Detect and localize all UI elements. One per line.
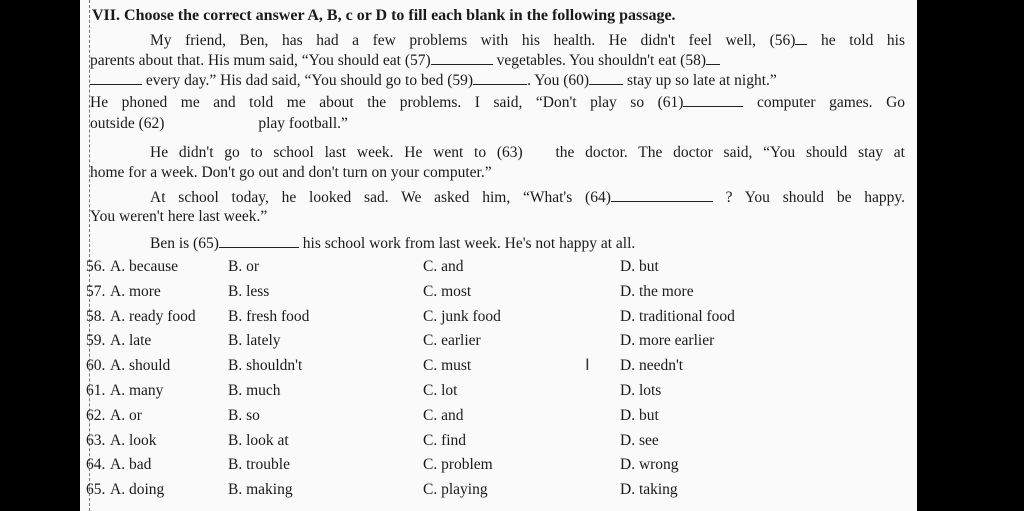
option-c[interactable]: C. must <box>423 357 472 375</box>
option-d[interactable]: D. lots <box>620 382 662 399</box>
option-d[interactable]: D. more earlier <box>620 332 715 350</box>
question-number: 56. <box>86 258 106 275</box>
blank-56[interactable] <box>795 30 807 45</box>
blank-65[interactable] <box>219 233 299 248</box>
option-a[interactable]: A. or <box>110 406 142 424</box>
passage-line: every day.” His dad said, “You should go to bed (59) . You (60) stay up so late at night.” <box>90 70 905 91</box>
blank-62[interactable] <box>164 114 254 128</box>
option-c[interactable]: C. most <box>423 282 472 300</box>
option-a[interactable]: A. doing <box>110 481 165 499</box>
option-b[interactable]: B. fresh food <box>228 307 310 325</box>
worksheet-page <box>80 0 917 511</box>
exercise-title: VII. Choose the correct answer A, B, c or D to fill each blank in the following passage. <box>92 7 676 24</box>
question-number: 59. <box>86 332 106 350</box>
passage-line: parents about that. His mum said, “You should eat (57) vegetables. You shouldn't eat (58) <box>90 50 905 71</box>
option-b[interactable]: B. lately <box>228 332 281 350</box>
blank-64[interactable] <box>611 187 713 202</box>
question-number: 58. <box>86 307 106 325</box>
option-a[interactable]: A. should <box>110 357 171 375</box>
option-d[interactable]: D. traditional food <box>620 307 735 325</box>
question-number: 65. <box>86 481 106 499</box>
option-a[interactable]: A. ready food <box>110 307 196 325</box>
blank-63[interactable] <box>523 143 545 157</box>
option-c[interactable]: C. playing <box>423 481 488 499</box>
option-d[interactable]: D. but <box>620 258 659 275</box>
option-c[interactable]: C. and <box>423 406 464 424</box>
option-b[interactable]: B. shouldn't <box>228 357 303 375</box>
option-a[interactable]: A. because <box>110 258 178 275</box>
passage-line: He phoned me and told me about the problems. I said, “Don't play so (61) computer games. Go <box>90 94 906 111</box>
option-b[interactable]: B. much <box>228 382 281 399</box>
passage-line: Ben is (65) his school work from last week. He's not happy at all. <box>150 235 636 252</box>
blank-58[interactable] <box>706 50 720 65</box>
option-a[interactable]: A. look <box>110 431 157 449</box>
question-number: 57. <box>86 282 106 300</box>
option-a[interactable]: A. many <box>110 382 164 399</box>
option-a[interactable]: A. more <box>110 282 161 300</box>
passage-line: home for a week. Don't go out and don't turn on your computer.” <box>90 164 492 181</box>
blank-60[interactable] <box>589 70 623 85</box>
option-b[interactable]: B. trouble <box>228 456 290 474</box>
blank-58-cont[interactable] <box>90 70 142 85</box>
question-number: 61. <box>86 382 106 399</box>
option-c[interactable]: C. earlier <box>423 332 481 350</box>
option-d[interactable]: D. but <box>620 406 659 424</box>
passage-line: outside (62) play football.” <box>90 115 348 132</box>
option-c[interactable]: C. find <box>423 431 467 449</box>
option-b[interactable]: B. making <box>228 481 293 499</box>
option-c[interactable]: C. junk food <box>423 307 501 325</box>
question-number: 63. <box>86 431 106 449</box>
question-number: 64. <box>86 456 106 474</box>
passage-line: At school today, he looked sad. We asked him, “What's (64) ? You should be happy. <box>150 189 905 206</box>
passage-line: You weren't here last week.” <box>90 208 268 225</box>
option-d[interactable]: D. the more <box>620 282 694 300</box>
passage-line: My friend, Ben, has had a few problems with his health. He didn't feel well, (56) he told his <box>150 32 905 49</box>
option-b[interactable]: B. or <box>228 258 259 275</box>
blank-59[interactable] <box>473 70 527 85</box>
option-d[interactable]: D. taking <box>620 481 678 499</box>
option-d[interactable]: D. needn't <box>620 357 684 375</box>
option-a[interactable]: A. bad <box>110 456 152 474</box>
blank-57[interactable] <box>431 50 493 65</box>
option-d[interactable]: D. wrong <box>620 456 679 474</box>
option-d[interactable]: D. see <box>620 431 659 449</box>
option-b[interactable]: B. so <box>228 406 260 424</box>
question-number: 62. <box>86 406 106 424</box>
text-cursor-icon: I <box>585 355 590 374</box>
question-number: 60. <box>86 357 106 375</box>
blank-61[interactable] <box>683 92 743 107</box>
option-b[interactable]: B. less <box>228 282 270 300</box>
passage-line: He didn't go to school last week. He went to (63) the doctor. The doctor said, “You should stay at <box>150 144 905 161</box>
option-c[interactable]: C. lot <box>423 382 458 399</box>
option-c[interactable]: C. and <box>423 258 464 275</box>
option-b[interactable]: B. look at <box>228 431 289 449</box>
option-a[interactable]: A. late <box>110 332 152 350</box>
option-c[interactable]: C. problem <box>423 456 493 474</box>
